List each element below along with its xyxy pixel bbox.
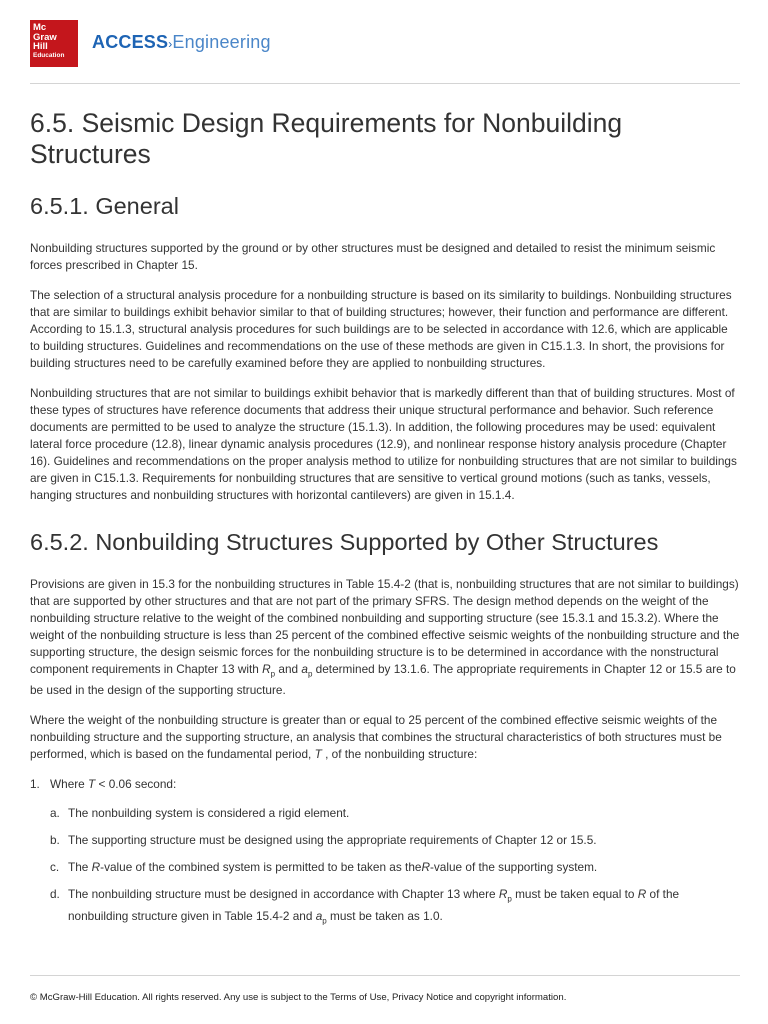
- copyright-footer[interactable]: © McGraw-Hill Education. All rights reserved. Any use is subject to the Terms of Use, Privacy Notice and copyright information.: [30, 992, 567, 1003]
- paragraph: Provisions are given in 15.3 for the nonbuilding structures in Table 15.4-2 (that is, nonbuilding structures that are not similar to buildings) that are supported by other structures and that are not part of the primary SFRS. The design method depends on the weight of the nonbuilding structure relative to the weight of the combined nonbuilding and supporting structure (see 15.3.1 and 15.3.2). Where the weight of the nonbuilding structure is less than 25 percent of the combined effective seismic weights of the nonbuilding structure and the supporting structure, the design seismic forces for the nonbuilding structure is to be determined in accordance with the nonstructural component requirements in Chapter 13 with $R_p$ and $a_p$ determined by 13.1.6. The appropriate requirements in Chapter 12 or 15.5 are to be used in the design of the supporting structure.: [30, 577, 740, 698]
- page-title: 6.5. Seismic Design Requirements for Nonbuilding Structures: [30, 108, 623, 169]
- paragraph: Nonbuilding structures supported by the ground or by other structures must be designed and detailed to resist the minimum seismic forces prescribed in Chapter 15.: [30, 241, 716, 272]
- header-divider: [30, 83, 740, 84]
- section-heading-supported: 6.5.2. Nonbuilding Structures Supported by Other Structures: [30, 529, 659, 555]
- paragraph: The selection of a structural analysis procedure for a nonbuilding structure is based on its similarity to buildings. Nonbuilding structures that are similar to buildings exhibit behavior similar to that of building structures; however, their function and performance are different. According to 15.1.3, structural analysis procedures for such buildings are to be selected in accordance with 12.6, which are applicable to building structures. Guidelines and recommendations on the use of these methods are given in C15.1.3. In short, the provisions for building structures need to be carefully examined before they are applied to nonbuilding structures.: [30, 288, 732, 370]
- list-item: 1. Where T < 0.06 second:: [30, 777, 177, 792]
- brand-strong: ACCESS: [92, 32, 169, 52]
- access-engineering-logo[interactable]: [92, 32, 271, 53]
- paragraph: Where the weight of the nonbuilding structure is greater than or equal to 25 percent of the combined effective seismic weights of the nonbuilding structure and the supporting structure, an analysis that combines the structural characteristics of both structures must be performed, which is based on the fundamental period, T , of the nonbuilding structure:: [30, 713, 722, 762]
- list-item: d. The nonbuilding structure must be designed in accordance with Chapter 13 where $R_p$ must be taken equal to R of the nonbuilding structure given in Table 15.4-2 and $a_p$ must be taken as 1.0.: [50, 887, 680, 926]
- logo-line-1: Mc: [33, 22, 47, 33]
- list-item: a. The nonbuilding system is considered a rigid element.: [50, 806, 350, 821]
- brand-chevron-icon: ›: [168, 37, 173, 51]
- footer-divider: [30, 975, 740, 976]
- paragraph: Nonbuilding structures that are not similar to buildings exhibit behavior that is markedly different than that of building structures. Most of these types of structures have reference documents that address their unique structural performance and behavior. Such reference documents are permitted to be used to analyze the structure (15.1.3). In addition, the following procedures may be used: equivalent lateral force procedure (12.8), linear dynamic analysis procedures (12.9), and nonlinear response history analysis procedure (Chapter 16). Guidelines and recommendations on the proper analysis method to utilize for nonbuilding structures that are not similar to buildings are given in C15.1.3. Requirements for nonbuilding structures that are sensitive to vertical ground motions (such as tanks, vessels, hanging structures and nonbuilding structures with horizontal cantilevers) are given in 15.1.4.: [30, 386, 737, 502]
- sub-list: [50, 805, 740, 929]
- section-heading-general: 6.5.1. General: [30, 193, 179, 219]
- mcgraw-hill-logo[interactable]: [30, 20, 78, 67]
- logo-line-2: Graw: [33, 31, 57, 43]
- document-body: [30, 108, 740, 939]
- brand-light: Engineering: [172, 32, 271, 52]
- logo-line-3: Hill: [33, 41, 48, 52]
- logo-line-4: Education: [33, 51, 65, 59]
- header: [30, 20, 740, 68]
- list-item: c. The R-value of the combined system is permitted to be taken as theR-value of the supporting system.: [50, 860, 598, 875]
- list-item: b. The supporting structure must be designed using the appropriate requirements of Chapter 12 or 15.5.: [50, 833, 597, 848]
